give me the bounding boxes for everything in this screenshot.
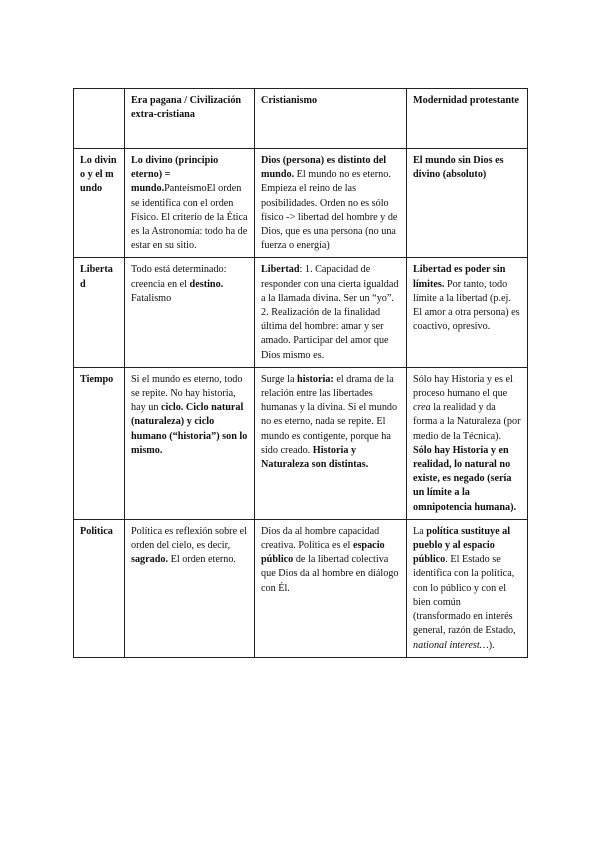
cell-cristianismo — [255, 258, 407, 367]
row-label: Libertad — [74, 258, 125, 367]
text-run: Fatalismo — [131, 292, 172, 304]
header-row — [74, 89, 528, 149]
text-run: Política es reflexión sobre el orden del cielo, es decir, — [131, 525, 247, 552]
text-run: Surge la — [261, 373, 298, 385]
table-row — [74, 367, 528, 519]
text-run: Sólo hay Historia y en realidad, lo natural no existe, es negado (sería un límite a la omnipotencia humana). — [413, 444, 517, 513]
cell-pagana — [125, 149, 255, 258]
text-run: de la libertad colectiva que Dios da al hombre en diálogo con Él. — [261, 554, 399, 594]
text-run: el drama de la relación entre las libertades humanas y la divina. Si el mundo no es eterno, nada se repite. El mundo es contigente, porque ha sido creado. — [261, 373, 398, 456]
text-run: El mundo sin Dios es divino (absoluto) — [413, 155, 504, 181]
cell-pagana — [125, 367, 255, 519]
text-run: Lo divino (principio eterno) = mundo. — [131, 155, 219, 195]
text-run: Por tanto, todo límite a la libertad (p.ej. El amor a otra persona) es coactivo, opresivo. — [413, 278, 520, 333]
text-run: : 1. Capacidad de responder con una cierta igualdad a la llamada divina. Ser un “yo”. 2. Realización de la finalidad última del hombre: amar y ser amado. Participar del amor que Dios mismo es. — [261, 264, 399, 361]
row-label: Lo divino y el mundo — [74, 149, 125, 258]
cell-cristianismo — [255, 367, 407, 519]
header-moderna: Modernidad protestante — [407, 89, 528, 149]
cell-moderna — [407, 149, 528, 258]
table-row — [74, 519, 528, 657]
text-run: crea — [413, 402, 431, 414]
cell-cristianismo — [255, 519, 407, 657]
text-run: El mundo no es eterno. Empieza el reino de las posibilidades. Orden no es sólo físico -> libertad del hombre y de Dios, que es una persona (no una fuerza o energía) — [261, 169, 398, 252]
text-run: política sustituye al pueblo y al espacio público — [413, 525, 511, 566]
text-run: ciclo. — [161, 402, 184, 414]
comparison-table — [73, 88, 528, 658]
header-cristianismo: Cristianismo — [255, 89, 407, 149]
text-run: La — [413, 525, 427, 537]
text-run: Libertad es poder sin límites. — [413, 264, 506, 290]
cell-cristianismo — [255, 149, 407, 258]
header-pagana: Era pagana / Civilización extra-cristiana — [125, 89, 255, 149]
text-run: Libertad — [261, 264, 300, 276]
table-row — [74, 258, 528, 367]
text-run: Si el mundo es eterno, todo se repite. No hay historia, hay un — [131, 373, 243, 414]
row-label: Politica — [74, 519, 125, 657]
text-run: Dios da al hombre capacidad creativa. Política es el — [261, 525, 380, 552]
header-corner — [74, 89, 125, 149]
text-run: Sólo hay Historia y es el proceso humano el que — [413, 373, 513, 400]
text-run: Todo está determinado: creencia en el — [131, 264, 227, 290]
text-run: . El Estado se identifica con la política, con lo público y con el bien común (transformado en interés general, razón de Estado, — [413, 554, 516, 637]
text-run: Panteísmo — [164, 183, 207, 195]
cell-moderna — [407, 519, 528, 657]
text-run: Ciclo natural (naturaleza) y ciclo humano (“historia”) son lo mismo. — [131, 402, 248, 456]
text-run: la realidad y da forma a la Naturaleza (por medio de la Técnica). — [413, 402, 521, 442]
text-run: historia: — [297, 373, 334, 385]
row-label: Tiempo — [74, 367, 125, 519]
text-run: El orden se identifica con el orden Físico. El criterio de la Ética es la Astronomía: todo ha de estar en su sitio. — [131, 183, 248, 252]
text-run: Dios (persona) es distinto del mundo. — [261, 155, 387, 181]
text-run: El orden eterno. — [168, 554, 236, 566]
text-run: sagrado. — [131, 554, 169, 566]
text-run: Historia y Naturaleza son distintas. — [261, 444, 369, 471]
cell-pagana — [125, 258, 255, 367]
text-run: destino. — [189, 278, 224, 290]
text-run: national interest… — [413, 639, 489, 651]
text-run: espacio público — [261, 540, 385, 566]
cell-moderna — [407, 367, 528, 519]
cell-pagana — [125, 519, 255, 657]
table-row — [74, 149, 528, 258]
text-run: ). — [488, 639, 495, 651]
cell-moderna — [407, 258, 528, 367]
